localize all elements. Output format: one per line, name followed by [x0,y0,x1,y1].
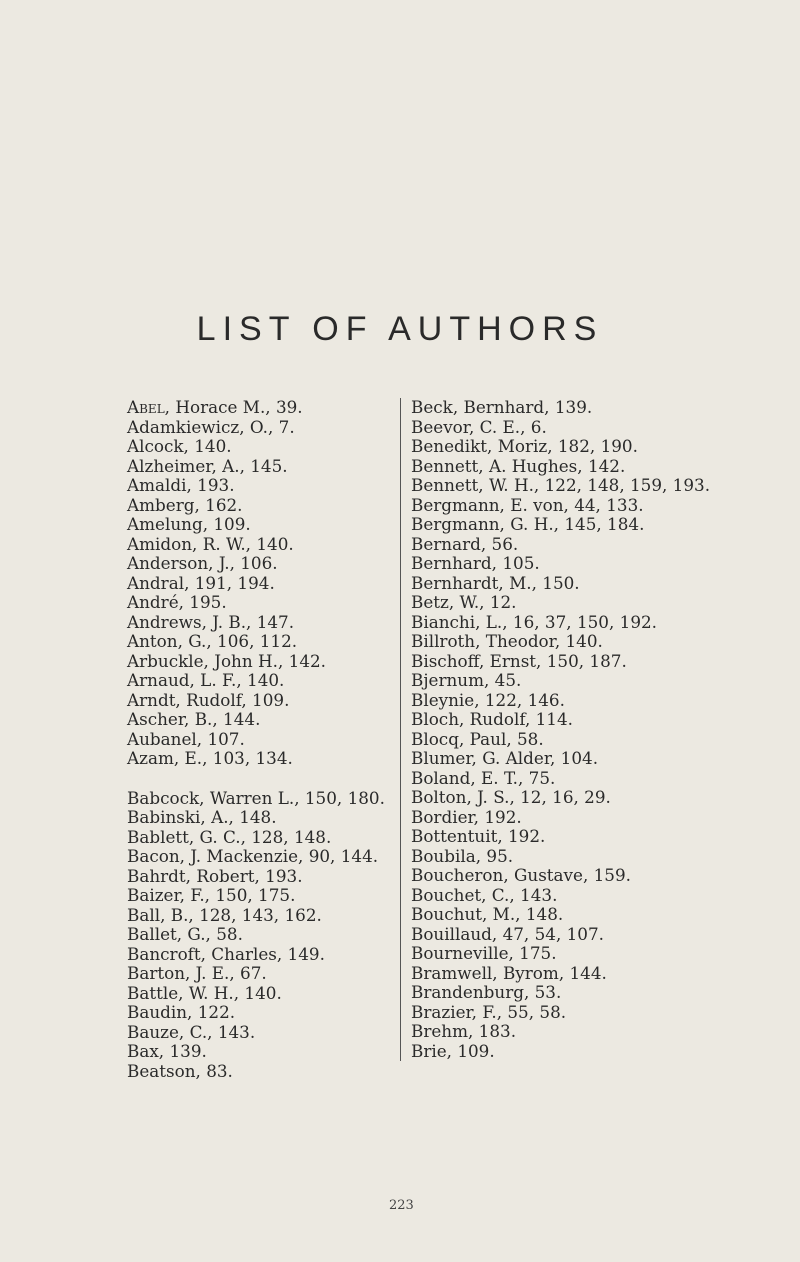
author-entry: Boucheron, Gustave, 159. [411,865,631,885]
author-entry [127,398,397,418]
author-entry: Brandenburg, 53. [411,982,562,1002]
author-entry: Bischoff, Ernst, 150, 187. [411,650,627,671]
author-entry: Boland, E. T., 75. [411,767,556,788]
author-entry: Amaldi, 193. [127,475,235,495]
author-entry: Amelung, 109. [127,514,251,534]
author-entry: Bleynie, 122, 146. [411,689,565,710]
author-entry: André, 195. [127,592,227,612]
author-entry: Baizer, F., 150, 175. [127,885,296,905]
author-entry: Bernhardt, M., 150. [411,572,580,593]
author-entry: Bahrdt, Robert, 193. [127,865,303,886]
author-entry: Anton, G., 106, 112. [127,631,298,651]
author-entry: Alzheimer, A., 145. [127,455,288,476]
author-entry: Azam, E., 103, 134. [127,748,293,768]
author-entry: Bernhard, 105. [411,553,540,573]
author-entry: Bramwell, Byrom, 144. [411,962,607,983]
author-entry: Bourneville, 175. [411,943,557,963]
author-entry: Andral, 191, 194. [127,572,275,593]
author-entry: Arndt, Rudolf, 109. [127,689,290,710]
author-entry: Ballet, G., 58. [127,924,243,944]
author-entry-name: Abel [127,397,165,417]
author-entry: Bablett, G. C., 128, 148. [127,826,332,847]
author-entry: Babcock, Warren L., 150, 180. [127,787,385,808]
author-entry: Barton, J. E., 67. [127,963,267,983]
author-entry: Bennett, W. H., 122, 148, 159, 193. [411,475,711,495]
author-entry: Bordier, 192. [411,806,522,827]
author-entry: Ball, B., 128, 143, 162. [127,904,322,925]
author-entry: Bergmann, E. von, 44, 133. [411,494,644,515]
author-entry: Brie, 109. [411,1040,495,1061]
author-entry: Bacon, J. Mackenzie, 90, 144. [127,846,379,866]
author-entry: Bouillaud, 47, 54, 107. [411,923,604,944]
author-entry-rest: , Horace M., 39. [164,397,303,417]
author-entry: Beatson, 83. [127,1060,233,1081]
author-entry: Bennett, A. Hughes, 142. [411,455,626,476]
author-entry: Bernard, 56. [411,533,519,554]
author-entry: Brehm, 183. [411,1021,517,1041]
author-entry: Babinski, A., 148. [127,807,277,827]
author-entry: Brazier, F., 55, 58. [411,1001,567,1022]
author-entry: Bancroft, Charles, 149. [127,943,325,964]
author-entry: Anderson, J., 106. [127,553,278,573]
author-entry: Bouchut, M., 148. [411,904,564,924]
author-entry: Blocq, Paul, 58. [411,728,544,749]
author-entry: Arnaud, L. F., 140. [127,670,285,690]
author-entry: Beevor, C. E., 6. [411,416,547,437]
author-entry: Bianchi, L., 16, 37, 150, 192. [411,611,658,632]
author-entry: Amberg, 162. [127,494,243,515]
author-entry: Alcock, 140. [127,436,232,456]
author-entry: Bax, 139. [127,1041,207,1061]
author-entry: Arbuckle, John H., 142. [127,650,327,671]
author-list-right-column [400,397,711,1061]
author-entry: Benedikt, Moriz, 182, 190. [411,436,638,456]
author-entry: Bouchet, C., 143. [411,884,558,905]
author-entry: Billroth, Theodor, 140. [411,631,603,651]
author-entry: Adamkiewicz, O., 7. [127,416,295,437]
author-entry: Bloch, Rudolf, 114. [411,709,573,729]
author-list-left-column [127,398,397,1081]
author-entry: Bauze, C., 143. [127,1021,256,1042]
author-entry: Betz, W., 12. [411,592,517,612]
author-entry: Beck, Bernhard, 139. [411,397,593,417]
author-entry: Baudin, 122. [127,1002,236,1022]
author-entry: Amidon, R. W., 140. [127,533,294,554]
author-entry: Battle, W. H., 140. [127,982,282,1003]
author-entry: Bjernum, 45. [411,670,522,690]
author-entry: Bergmann, G. H., 145, 184. [411,514,645,534]
author-entry: Aubanel, 107. [127,728,245,749]
author-entry: Andrews, J. B., 147. [127,611,295,632]
author-entry: Bottentuit, 192. [411,826,546,846]
page-number: 223 [389,1198,414,1213]
page-title: LIST OF AUTHORS [196,310,604,348]
author-entry: Blumer, G. Alder, 104. [411,748,599,768]
author-entry: Bolton, J. S., 12, 16, 29. [411,787,611,807]
author-entry: Boubila, 95. [411,845,514,866]
author-entry: Ascher, B., 144. [127,709,261,729]
